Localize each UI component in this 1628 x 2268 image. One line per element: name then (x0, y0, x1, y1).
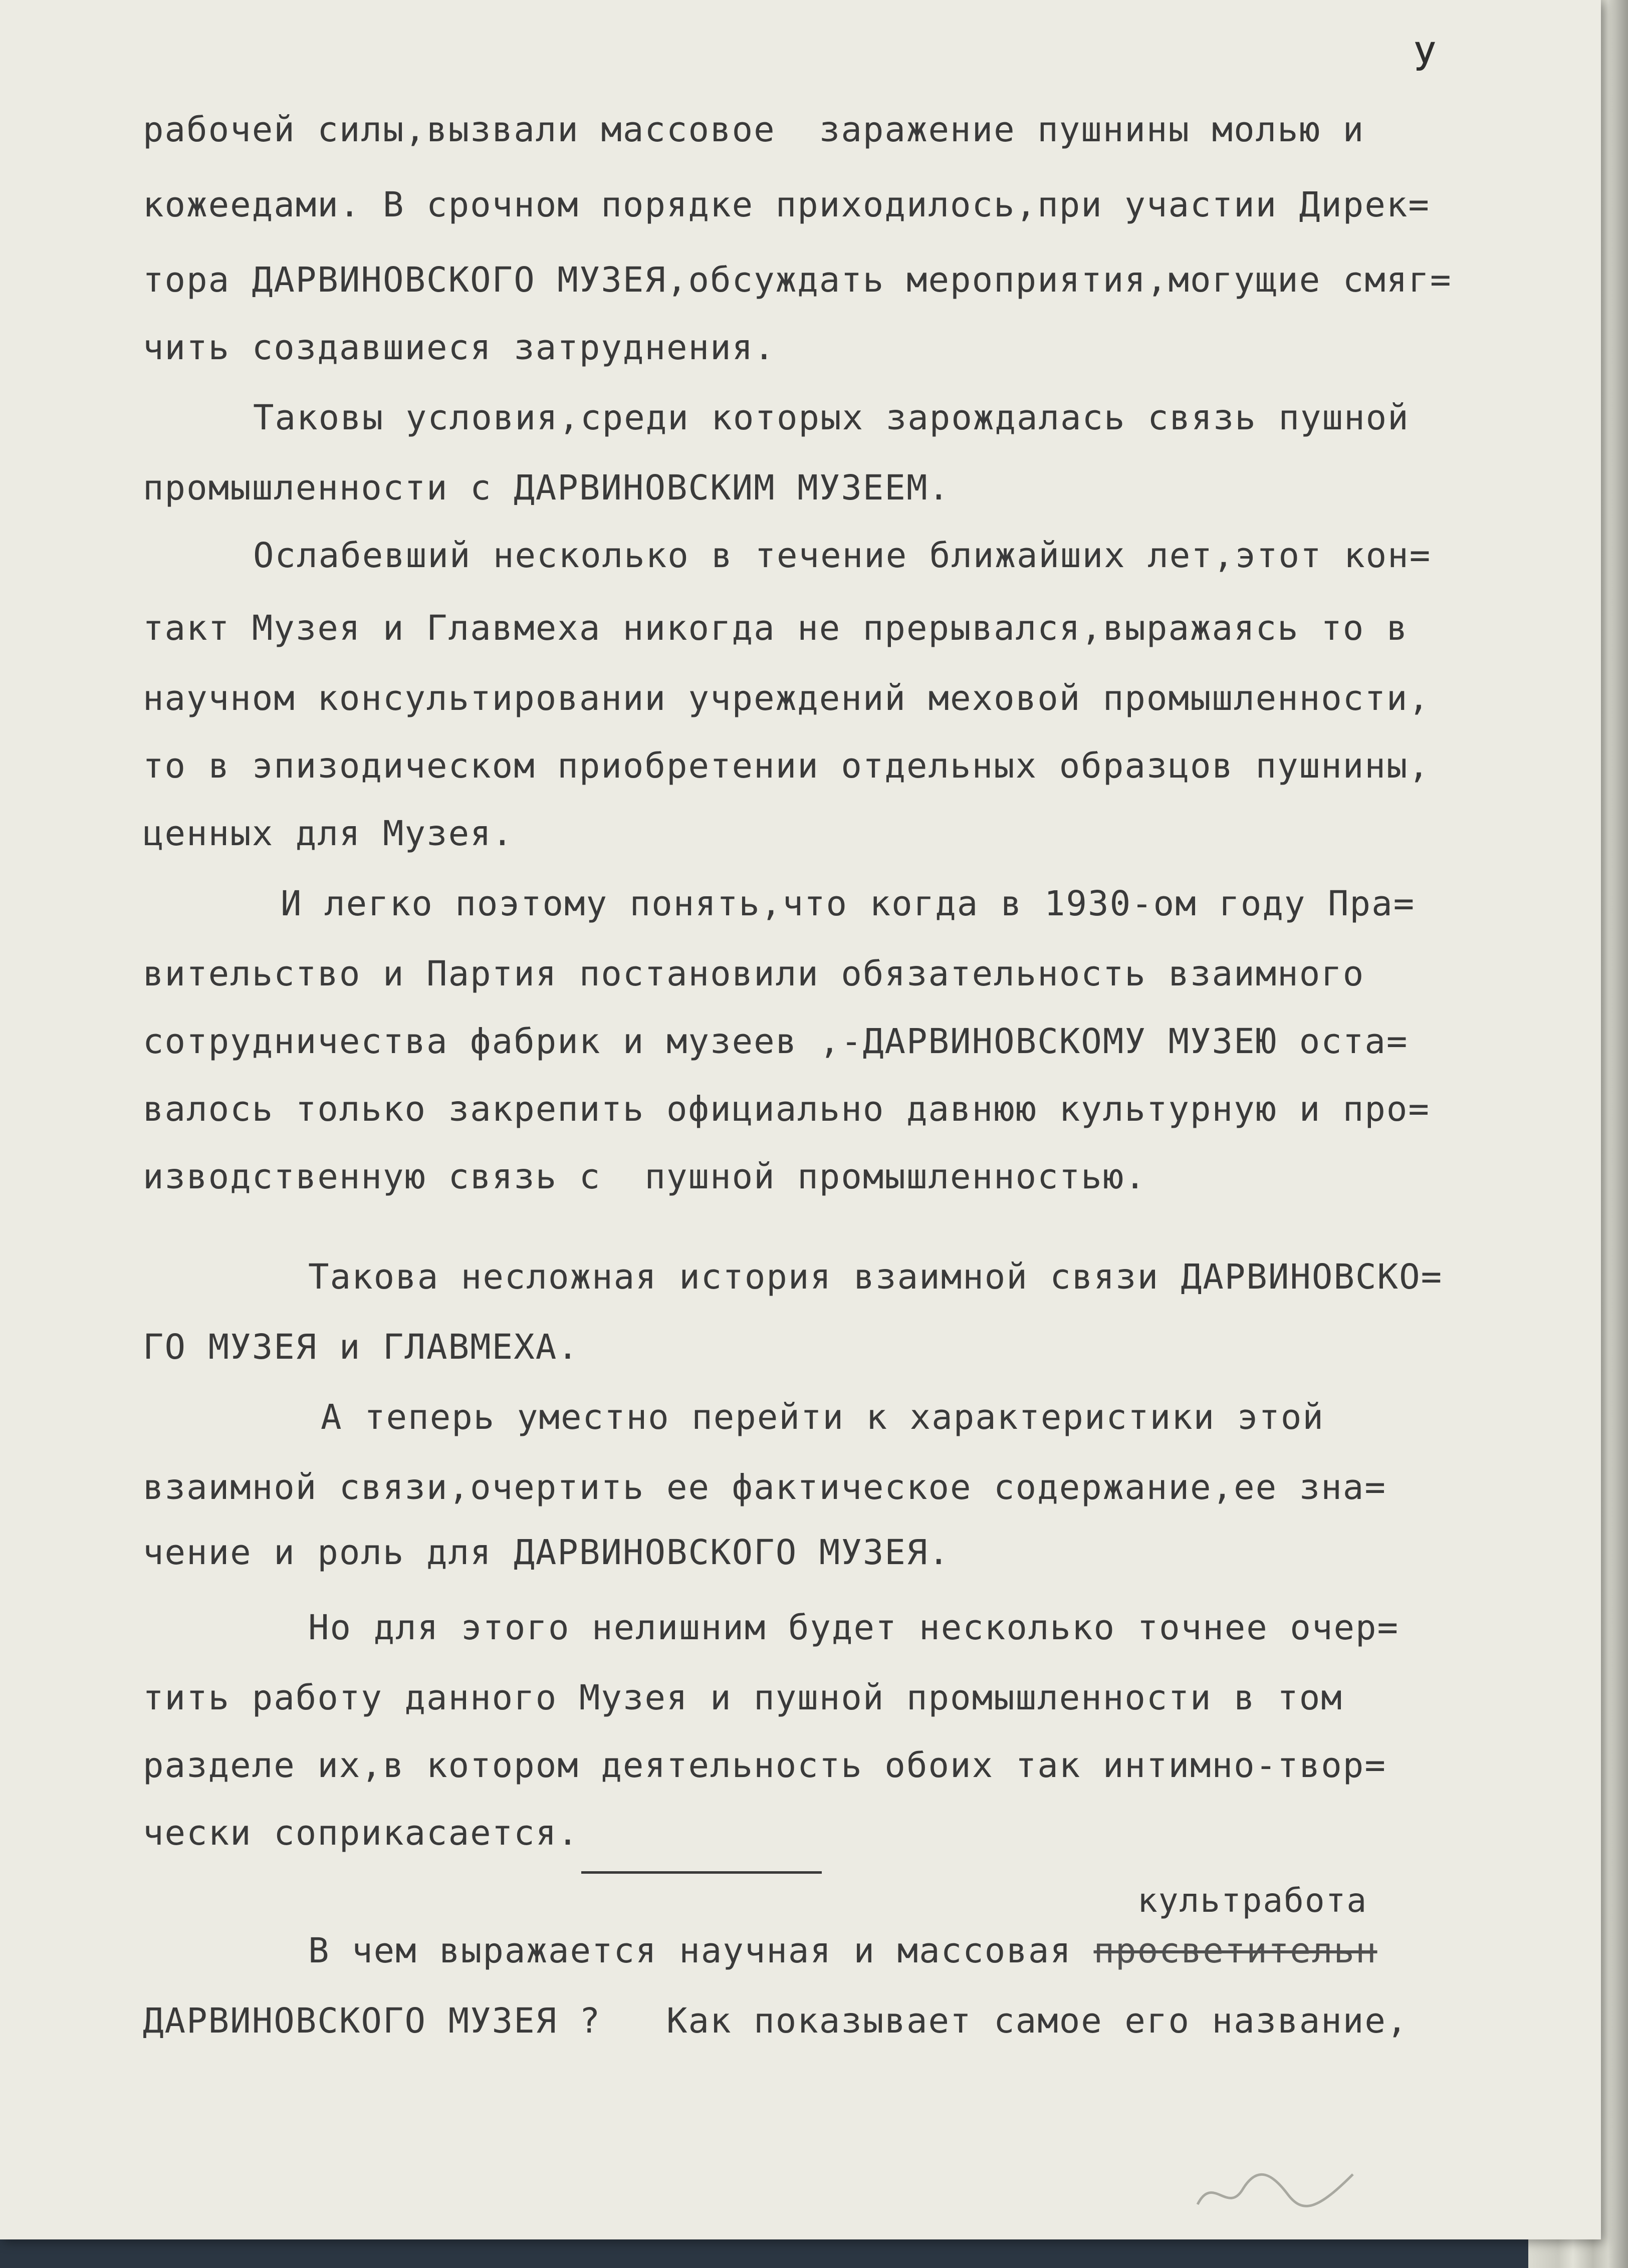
text-line: Ослабевший несколько в течение ближайших лет,этот кон= (253, 536, 1432, 576)
text-line: научном консультировании учреждений меховой промышленности, (143, 678, 1430, 718)
handwritten-correction: культработа (1137, 1881, 1368, 1920)
page-number: У (1413, 35, 1437, 80)
text-line: тить работу данного Музея и пушной промышленности в том (143, 1678, 1343, 1718)
struck-word: просветительн (1093, 1931, 1377, 1971)
text-line-with-strike (308, 1931, 1377, 1971)
text-line: чить создавшиеся затруднения. (143, 328, 776, 368)
text-segment: В чем выражается научная и массовая (308, 1931, 1094, 1971)
text-line: взаимной связи,очертить ее фактическое содержание,ее зна= (143, 1467, 1386, 1507)
text-line: чение и роль для ДАРВИНОВСКОГО МУЗЕЯ. (143, 1533, 951, 1573)
text-line: ГО МУЗЕЯ и ГЛАВМЕХА. (143, 1327, 579, 1367)
text-line: А теперь уместно перейти к характеристики этой (321, 1397, 1324, 1437)
text-line: рабочей силы,вызвали массовое заражение пушнины молью и (143, 110, 1365, 150)
text-line: разделе их,в котором деятельность обоих так интимно-твор= (143, 1745, 1386, 1786)
text-line: промышленности с ДАРВИНОВСКИМ МУЗЕЕМ. (143, 468, 951, 508)
text-line: изводственную связь с пушной промышленностью. (143, 1157, 1146, 1197)
section-divider (581, 1871, 822, 1874)
text-line: кожеедами. В срочном порядке приходилось,при участии Дирек= (143, 185, 1430, 225)
pencil-scribble-icon (1193, 2164, 1358, 2219)
text-line: И легко поэтому понять,что когда в 1930-ом году Пра= (281, 884, 1416, 924)
text-line: чески соприкасается. (143, 1813, 579, 1853)
text-line: вительство и Партия постановили обязательность взаимного (143, 954, 1365, 994)
text-line: сотрудничества фабрик и музеев ,-ДАРВИНОВСКОМУ МУЗЕЮ оста= (143, 1022, 1409, 1062)
text-line: Таковы условия,среди которых зарождалась связь пушной (253, 398, 1410, 438)
text-line: Но для этого нелишним будет несколько точнее очер= (308, 1608, 1400, 1648)
text-line: тора ДАРВИНОВСКОГО МУЗЕЯ,обсуждать мероприятия,могущие смяг= (143, 260, 1452, 300)
text-line: ДАРВИНОВСКОГО МУЗЕЯ ? Как показывает самое его название, (143, 2001, 1409, 2041)
text-line: валось только закрепить официально давнюю культурную и про= (143, 1089, 1430, 1129)
text-line: Такова несложная история взаимной связи ДАРВИНОВСКО= (308, 1257, 1443, 1297)
text-line: ценных для Музея. (143, 814, 514, 854)
text-line: такт Музея и Главмеха никогда не прерывался,выражаясь то в (143, 608, 1409, 648)
text-line: то в эпизодическом приобретении отдельных образцов пушнины, (143, 746, 1430, 786)
